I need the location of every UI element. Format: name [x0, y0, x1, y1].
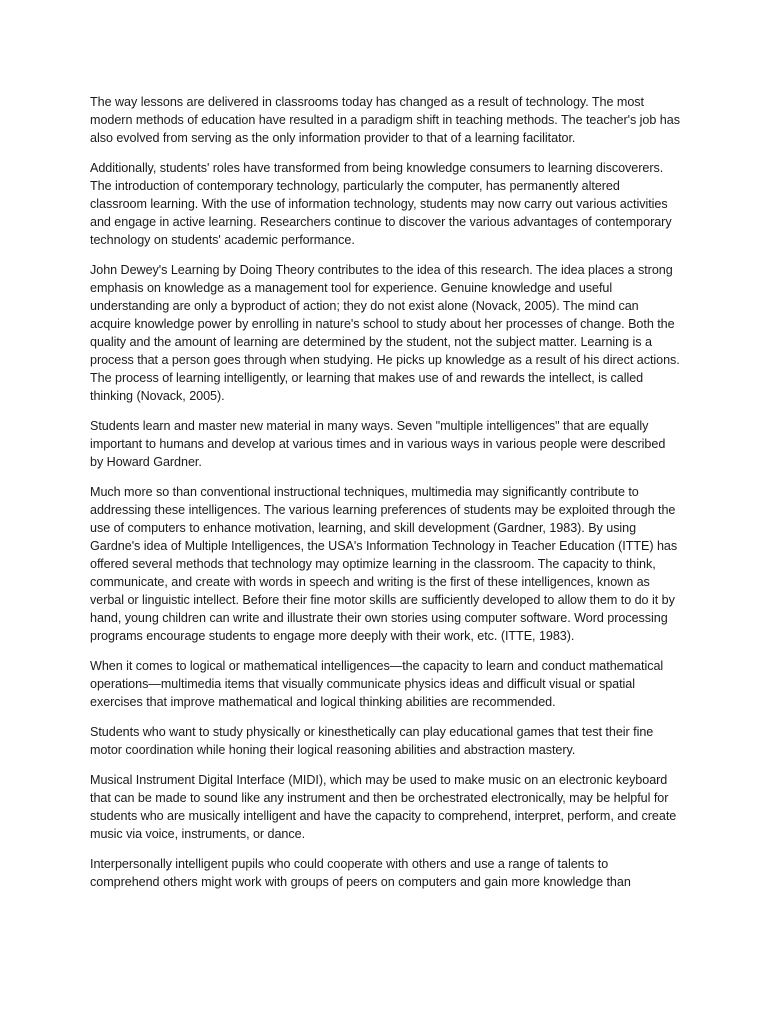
paragraph-4: Students learn and master new material in many ways. Seven "multiple intelligences" that are equally important to humans and develop at various times and in various ways in various people were described by Howard Gardner. — [90, 419, 666, 469]
document-page — [90, 93, 680, 903]
paragraph-5: Much more so than conventional instructional techniques, multimedia may significantly contribute to addressing these intelligences. The various learning preferences of students may be exploited through the use of computers to enhance motivation, learning, and skill development (Gardner, 1983). By using Gardne's idea of Multiple Intelligences, the USA's Information Technology in Teacher Education (ITTE) has offered several methods that technology may optimize learning in the classroom. The capacity to think, communicate, and create with words in speech and writing is the first of these intelligences, known as verbal or linguistic intellect. Before their fine motor skills are sufficiently developed to allow them to do it by hand, young children can write and illustrate their own stories using computer software. Word processing programs encourage students to engage more deeply with their work, etc. (ITTE, 1983). — [90, 485, 678, 643]
paragraph-2: Additionally, students' roles have transformed from being knowledge consumers to learning discoverers. The introduction of contemporary technology, particularly the computer, has permanently altered classroom learning. With the use of information technology, students may now carry out various activities and engage in active learning. Researchers continue to discover the various advantages of contemporary technology on students' academic performance. — [90, 161, 672, 247]
paragraph-1: The way lessons are delivered in classrooms today has changed as a result of technology. The most modern methods of education have resulted in a paradigm shift in teaching methods. The teacher's job has also evolved from serving as the only information provider to that of a learning facilitator. — [90, 95, 680, 145]
paragraph-3: John Dewey's Learning by Doing Theory contributes to the idea of this research. The idea places a strong emphasis on knowledge as a management tool for experience. Genuine knowledge and useful understanding are only a byproduct of action; they do not exist alone (Novack, 2005). The mind can acquire knowledge power by enrolling in nature's school to study about her processes of change. Both the quality and the amount of learning are determined by the student, not the subject matter. Learning is a process that a person goes through when studying. He picks up knowledge as a result of his direct actions. The process of learning intelligently, or learning that makes use of and rewards the intellect, is called thinking (Novack, 2005). — [90, 263, 680, 403]
paragraph-9: Interpersonally intelligent pupils who could cooperate with others and use a range of talents to comprehend others might work with groups of peers on computers and gain more knowledge than — [90, 857, 631, 889]
paragraph-6: When it comes to logical or mathematical intelligences—the capacity to learn and conduct mathematical operations—multimedia items that visually communicate physics ideas and difficult visual or spatial exercises that improve mathematical and logical thinking abilities are recommended. — [90, 659, 664, 709]
paragraph-8: Musical Instrument Digital Interface (MIDI), which may be used to make music on an electronic keyboard that can be made to sound like any instrument and then be orchestrated electronically, may be helpful for students who are musically intelligent and have the capacity to comprehend, interpret, perform, and create music via voice, instruments, or dance. — [90, 773, 677, 841]
paragraph-7: Students who want to study physically or kinesthetically can play educational games that test their fine motor coordination while honing their logical reasoning abilities and abstraction mastery. — [90, 725, 654, 757]
